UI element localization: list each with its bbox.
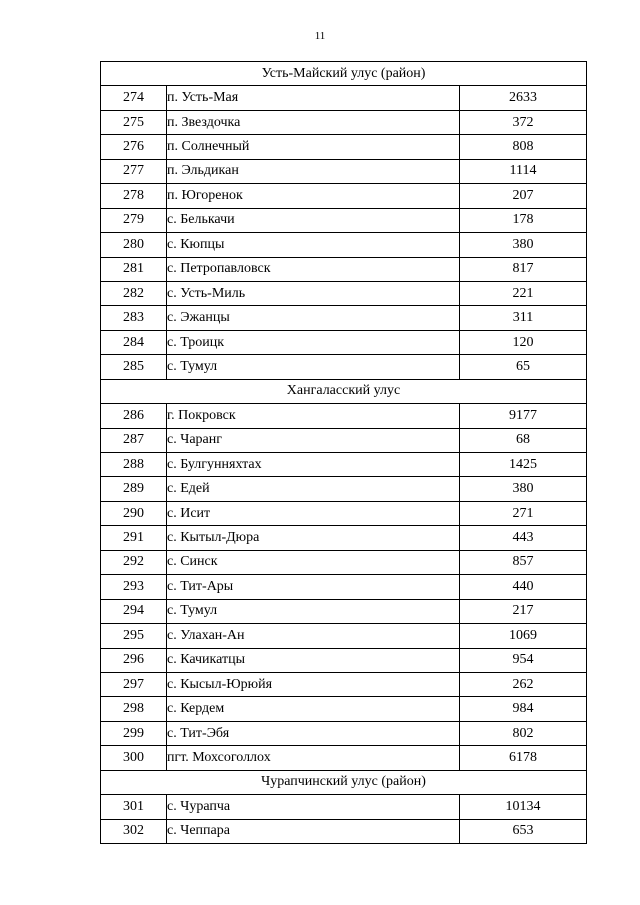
table-row [101, 330, 587, 354]
settlement-name-cell: с. Кысыл-Юрюйя [167, 672, 460, 696]
table-row [101, 746, 587, 770]
population-value-cell: 857 [460, 550, 587, 574]
table-row [101, 86, 587, 110]
settlement-name-cell: с. Тумул [167, 355, 460, 379]
population-value-cell: 380 [460, 233, 587, 257]
settlement-name-cell: с. Чурапча [167, 795, 460, 819]
population-value-cell: 2633 [460, 86, 587, 110]
population-value-cell: 9177 [460, 404, 587, 428]
settlements-table [100, 61, 587, 844]
row-number-cell: 295 [101, 624, 167, 648]
settlement-name-cell: с. Качикатцы [167, 648, 460, 672]
population-value-cell: 120 [460, 330, 587, 354]
row-number-cell: 282 [101, 281, 167, 305]
row-number-cell: 300 [101, 746, 167, 770]
settlement-name-cell: с. Чеппара [167, 819, 460, 843]
population-value-cell: 802 [460, 721, 587, 745]
population-value-cell: 10134 [460, 795, 587, 819]
row-number-cell: 299 [101, 721, 167, 745]
population-value-cell: 954 [460, 648, 587, 672]
table-row [101, 404, 587, 428]
table-row [101, 648, 587, 672]
row-number-cell: 302 [101, 819, 167, 843]
table-row [101, 355, 587, 379]
settlement-name-cell: с. Кытыл-Дюра [167, 526, 460, 550]
row-number-cell: 298 [101, 697, 167, 721]
settlement-name-cell: с. Чаранг [167, 428, 460, 452]
population-value-cell: 262 [460, 672, 587, 696]
table-row [101, 159, 587, 183]
settlement-name-cell: п. Солнечный [167, 135, 460, 159]
population-value-cell: 443 [460, 526, 587, 550]
settlement-name-cell: с. Эжанцы [167, 306, 460, 330]
row-number-cell: 293 [101, 575, 167, 599]
table-row [101, 501, 587, 525]
population-value-cell: 271 [460, 501, 587, 525]
table-row [101, 672, 587, 696]
population-value-cell: 221 [460, 281, 587, 305]
population-value-cell: 217 [460, 599, 587, 623]
row-number-cell: 297 [101, 672, 167, 696]
row-number-cell: 278 [101, 184, 167, 208]
section-header-row [101, 379, 587, 403]
row-number-cell: 275 [101, 110, 167, 134]
table-row [101, 624, 587, 648]
row-number-cell: 286 [101, 404, 167, 428]
table-row [101, 477, 587, 501]
settlement-name-cell: с. Исит [167, 501, 460, 525]
settlement-name-cell: с. Тит-Ары [167, 575, 460, 599]
settlement-name-cell: с. Усть-Миль [167, 281, 460, 305]
settlement-name-cell: с. Кердем [167, 697, 460, 721]
row-number-cell: 288 [101, 453, 167, 477]
row-number-cell: 276 [101, 135, 167, 159]
population-value-cell: 817 [460, 257, 587, 281]
row-number-cell: 287 [101, 428, 167, 452]
table-row [101, 257, 587, 281]
population-value-cell: 65 [460, 355, 587, 379]
row-number-cell: 284 [101, 330, 167, 354]
row-number-cell: 285 [101, 355, 167, 379]
settlement-name-cell: с. Кюпцы [167, 233, 460, 257]
table-row [101, 306, 587, 330]
settlement-name-cell: с. Тит-Эбя [167, 721, 460, 745]
section-title: Хангаласский улус [101, 379, 587, 403]
settlement-name-cell: пгт. Мохсоголлох [167, 746, 460, 770]
population-value-cell: 380 [460, 477, 587, 501]
row-number-cell: 283 [101, 306, 167, 330]
settlement-name-cell: с. Троицк [167, 330, 460, 354]
page-number: 11 [314, 30, 326, 42]
row-number-cell: 290 [101, 501, 167, 525]
table-row [101, 697, 587, 721]
table-body [101, 62, 587, 844]
settlement-name-cell: с. Булгунняхтах [167, 453, 460, 477]
population-value-cell: 68 [460, 428, 587, 452]
population-value-cell: 372 [460, 110, 587, 134]
row-number-cell: 296 [101, 648, 167, 672]
table-row [101, 721, 587, 745]
settlement-name-cell: с. Тумул [167, 599, 460, 623]
population-value-cell: 440 [460, 575, 587, 599]
settlement-name-cell: п. Звездочка [167, 110, 460, 134]
settlement-name-cell: с. Едей [167, 477, 460, 501]
row-number-cell: 301 [101, 795, 167, 819]
settlement-name-cell: п. Югоренок [167, 184, 460, 208]
population-value-cell: 984 [460, 697, 587, 721]
row-number-cell: 277 [101, 159, 167, 183]
population-value-cell: 653 [460, 819, 587, 843]
settlement-name-cell: с. Улахан-Ан [167, 624, 460, 648]
table-row [101, 795, 587, 819]
row-number-cell: 289 [101, 477, 167, 501]
table-row [101, 526, 587, 550]
population-value-cell: 1425 [460, 453, 587, 477]
row-number-cell: 292 [101, 550, 167, 574]
population-value-cell: 1114 [460, 159, 587, 183]
settlement-name-cell: г. Покровск [167, 404, 460, 428]
table-row [101, 819, 587, 843]
section-title: Чурапчинский улус (район) [101, 770, 587, 794]
population-value-cell: 178 [460, 208, 587, 232]
population-value-cell: 808 [460, 135, 587, 159]
table-row [101, 575, 587, 599]
settlement-name-cell: с. Белькачи [167, 208, 460, 232]
population-value-cell: 207 [460, 184, 587, 208]
row-number-cell: 291 [101, 526, 167, 550]
row-number-cell: 281 [101, 257, 167, 281]
table-row [101, 428, 587, 452]
table-row [101, 135, 587, 159]
row-number-cell: 274 [101, 86, 167, 110]
row-number-cell: 279 [101, 208, 167, 232]
table-row [101, 281, 587, 305]
row-number-cell: 280 [101, 233, 167, 257]
settlement-name-cell: с. Синск [167, 550, 460, 574]
section-header-row [101, 62, 587, 86]
table-row [101, 233, 587, 257]
population-value-cell: 6178 [460, 746, 587, 770]
settlement-name-cell: п. Эльдикан [167, 159, 460, 183]
row-number-cell: 294 [101, 599, 167, 623]
section-header-row [101, 770, 587, 794]
population-value-cell: 311 [460, 306, 587, 330]
table-row [101, 184, 587, 208]
settlement-name-cell: п. Усть-Мая [167, 86, 460, 110]
table-row [101, 110, 587, 134]
population-value-cell: 1069 [460, 624, 587, 648]
table-row [101, 599, 587, 623]
table-row [101, 208, 587, 232]
section-title: Усть-Майский улус (район) [101, 62, 587, 86]
table-row [101, 550, 587, 574]
table-row [101, 453, 587, 477]
settlement-name-cell: с. Петропавловск [167, 257, 460, 281]
